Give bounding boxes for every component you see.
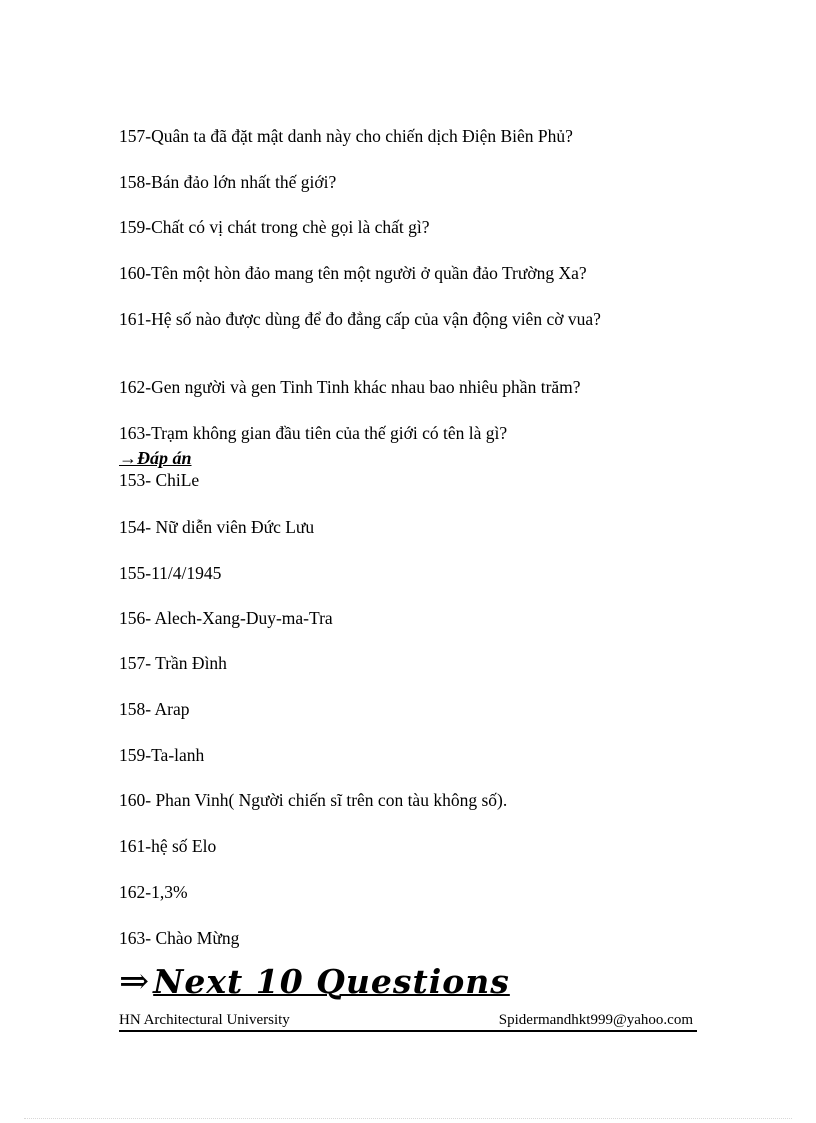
next-questions-banner <box>119 962 510 1008</box>
page-footer <box>119 1010 697 1032</box>
question-157: 157-Quân ta đã đặt mật danh này cho chiến dịch Điện Biên Phủ? <box>119 126 573 146</box>
answer-153: 153- ChiLe <box>119 470 200 490</box>
question-160: 160-Tên một hòn đảo mang tên một người ở quần đảo Trường Xa? <box>119 263 587 283</box>
footer-university: HN Architectural University <box>119 1012 290 1028</box>
answer-156: 156- Alech-Xang-Duy-ma-Tra <box>119 608 333 628</box>
next-questions-label: Next 10 Questions <box>153 962 510 1001</box>
answer-163: 163- Chào Mừng <box>119 928 240 948</box>
answers-heading: →Đáp án <box>119 448 192 468</box>
answer-158: 158- Arap <box>119 699 190 719</box>
question-163: 163-Trạm không gian đầu tiên của thế giới có tên là gì? <box>119 423 508 443</box>
question-162: 162-Gen người và gen Tinh Tinh khác nhau bao nhiêu phần trăm? <box>119 377 581 397</box>
page-bottom-divider <box>24 1118 792 1119</box>
answer-159: 159-Ta-lanh <box>119 745 205 765</box>
answer-157: 157- Trần Đình <box>119 653 227 673</box>
answer-155: 155-11/4/1945 <box>119 563 222 583</box>
double-arrow-right-icon: ⇒ <box>119 961 150 1002</box>
question-159: 159-Chất có vị chát trong chè gọi là chất gì? <box>119 217 430 237</box>
footer-email: Spidermandhkt999@yahoo.com <box>498 1012 693 1028</box>
question-161: 161-Hệ số nào được dùng để đo đẳng cấp của vận động viên cờ vua? <box>119 309 601 329</box>
question-158: 158-Bán đảo lớn nhất thế giới? <box>119 172 337 192</box>
answer-162: 162-1,3% <box>119 882 188 902</box>
answer-154: 154- Nữ diễn viên Đức Lưu <box>119 517 315 537</box>
answer-161: 161-hệ số Elo <box>119 836 217 856</box>
answer-160: 160- Phan Vinh( Người chiến sĩ trên con tàu không số). <box>119 790 508 810</box>
